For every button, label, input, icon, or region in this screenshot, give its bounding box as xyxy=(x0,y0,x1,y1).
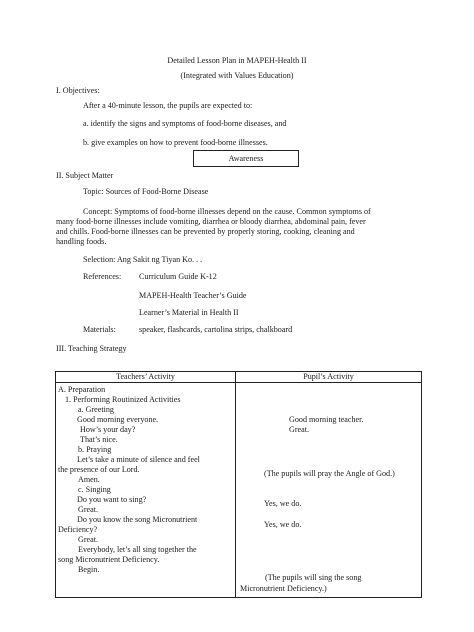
objective-item-a: a. identify the signs and symptoms of food-borne diseases, and xyxy=(83,119,287,128)
teacher-line: Everybody, let’s all sing together the xyxy=(78,545,197,554)
pupil-line: Yes, we do. xyxy=(264,520,302,529)
pupil-line: (The pupils will pray the Angle of God.) xyxy=(264,469,395,478)
teacher-column-header: Teachers’ Activity xyxy=(56,372,236,383)
value-focus-box: Awareness xyxy=(193,150,299,167)
teacher-line: song Micronutrient Deficiency. xyxy=(58,555,160,564)
pupil-line: Yes, we do. xyxy=(264,499,302,508)
teacher-line: Great. xyxy=(78,505,98,514)
teacher-line: Do you want to sing? xyxy=(77,495,147,504)
pupil-line: (The pupils will sing the song xyxy=(265,573,362,582)
pupil-line: Micronutrient Deficiency.) xyxy=(240,584,327,593)
teacher-line: c. Singing xyxy=(78,485,111,494)
teacher-line: That’s nice. xyxy=(80,435,118,444)
teacher-line: How’s your day? xyxy=(80,425,136,434)
reference-item-3: Learner’s Material in Health II xyxy=(139,308,239,317)
teacher-line: Let’s take a minute of silence and feel xyxy=(77,455,200,464)
teacher-line: a. Greeting xyxy=(78,405,114,414)
materials-text: speaker, flashcards, cartolina strips, chalkboard xyxy=(139,325,293,334)
materials-label: Materials: xyxy=(83,325,116,334)
reference-item-1: Curriculum Guide K-12 xyxy=(139,272,217,281)
pupil-activity-cell xyxy=(236,383,422,598)
teacher-line: Great. xyxy=(78,535,98,544)
objectives-intro: After a 40-minute lesson, the pupils are expected to: xyxy=(83,101,253,110)
teacher-line: Deficiency? xyxy=(58,525,98,534)
pupil-line: Good morning teacher. xyxy=(289,415,364,424)
concept-line-2: many food-borne illnesses include vomiting, diarrhea or bloody diarrhea, abdominal pain, fever xyxy=(56,217,366,226)
concept-line-1: Concept: Symptoms of food-borne illnesses depend on the cause. Common symptoms of xyxy=(83,207,371,216)
objectives-heading: I. Objectives: xyxy=(56,86,100,95)
pupil-column-header: Pupil’s Activity xyxy=(236,372,422,383)
selection-text: Selection: Ang Sakit ng Tiyan Ko. . . xyxy=(83,255,203,264)
concept-line-3: and chills. Food-borne illnesses can be prevented by properly storing, cooking, cleaning and xyxy=(56,227,355,236)
teacher-line: A. Preparation xyxy=(58,385,106,394)
topic-text: Topic: Sources of Food-Borne Disease xyxy=(83,187,209,196)
teacher-activity-cell xyxy=(56,383,236,598)
reference-item-2: MAPEH-Health Teacher’s Guide xyxy=(139,291,247,300)
teacher-line: Begin. xyxy=(78,565,100,574)
teacher-line: Good morning everyone. xyxy=(77,415,159,424)
lesson-subtitle: (Integrated with Values Education) xyxy=(180,71,294,80)
references-label: References: xyxy=(83,272,122,281)
concept-line-4: handling foods. xyxy=(56,237,107,246)
teaching-strategy-table xyxy=(55,371,422,598)
teacher-line: b. Praying xyxy=(78,445,112,454)
teaching-strategy-heading: III. Teaching Strategy xyxy=(56,344,127,353)
pupil-line: Great. xyxy=(289,425,309,434)
lesson-title: Detailed Lesson Plan in MAPEH-Health II xyxy=(167,56,307,65)
teacher-line: Amen. xyxy=(78,475,100,484)
objective-item-b: b. give examples on how to prevent food-borne illnesses. xyxy=(83,138,268,147)
teacher-line: the presence of our Lord. xyxy=(58,465,140,474)
subject-matter-heading: II. Subject Matter xyxy=(56,171,114,180)
teacher-line: Do you know the song Micronutrient xyxy=(77,515,198,524)
teacher-line: 1. Performing Routinized Activities xyxy=(65,395,181,404)
